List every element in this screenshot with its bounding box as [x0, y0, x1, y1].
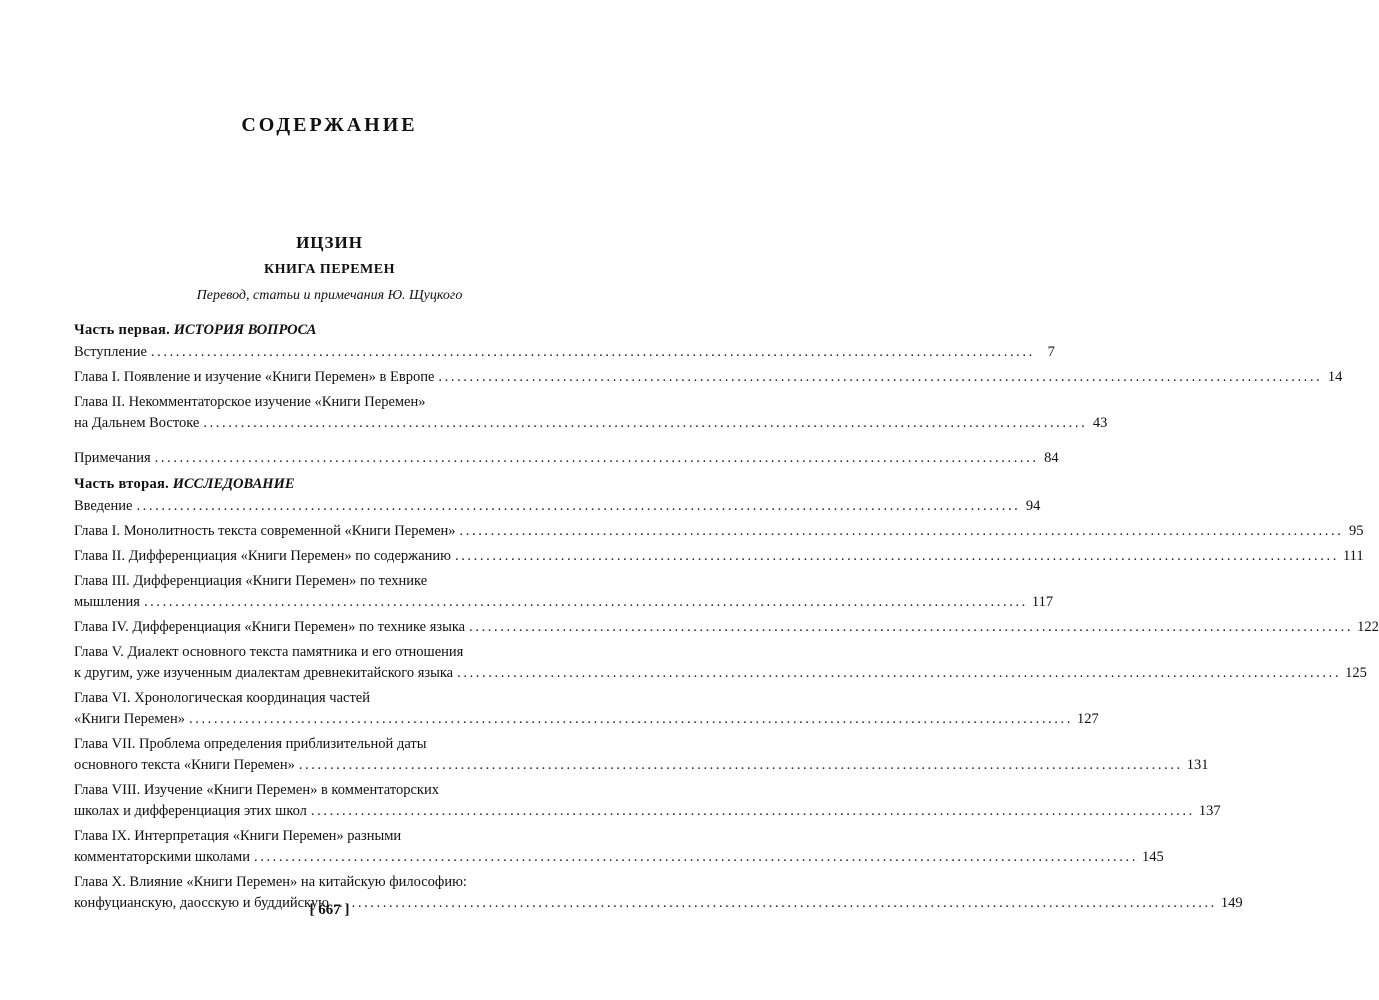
entry-page: 43: [1092, 415, 1108, 431]
toc-entry[interactable]: [74, 642, 1367, 684]
dot-leader: ..............................................................................................................................................: [203, 415, 1088, 431]
entry-page: 149: [1220, 895, 1243, 911]
dot-leader: ..............................................................................................................................................: [332, 895, 1217, 911]
entry-title: Глава II. Дифференциация «Книги Перемен» по содержанию: [74, 548, 451, 564]
dot-leader: ..............................................................................................................................................: [438, 369, 1323, 385]
toc-entry[interactable]: [74, 734, 1209, 776]
entry-page: 117: [1031, 594, 1054, 610]
part-heading: [74, 318, 558, 342]
dot-leader: ..............................................................................................................................................: [298, 757, 1183, 773]
page-title: СОДЕРЖАНИЕ: [241, 114, 418, 136]
dot-leader: ..............................................................................................................................................: [457, 665, 1342, 681]
entry-title: Введение: [74, 498, 133, 514]
dot-leader: ..............................................................................................................................................: [150, 344, 1035, 360]
entry-page: 95: [1348, 523, 1364, 539]
part-name: ИСТОРИЯ ВОПРОСА: [173, 322, 317, 338]
entry-page: 94: [1025, 498, 1041, 514]
entry-page: 14: [1327, 369, 1343, 385]
entry-page: 145: [1141, 849, 1164, 865]
entry-page: 84: [1044, 450, 1059, 466]
entry-title: на Дальнем Востоке: [74, 415, 200, 431]
entry-page: 7: [1047, 344, 1055, 360]
entry-title-line: Глава III. Дифференциация «Книги Перемен» по технике: [74, 573, 428, 589]
dot-leader: ..............................................................................................................................................: [454, 548, 1339, 564]
dot-leader: ..............................................................................................................................................: [459, 523, 1344, 539]
dot-leader: ..............................................................................................................................................: [469, 619, 1354, 635]
entry-title-line: Глава VI. Хронологическая координация частей: [74, 690, 371, 706]
part-label: Часть первая.: [74, 322, 171, 338]
entry-title: Глава IV. Дифференциация «Книги Перемен» по технике языка: [74, 619, 466, 635]
part-name: ИССЛЕДОВАНИЕ: [172, 476, 295, 492]
toc-entry[interactable]: [74, 780, 1221, 822]
entry-title: школах и дифференциация этих школ: [74, 803, 307, 819]
entry-title: комментаторскими школами: [74, 849, 250, 865]
entry-title-line: Глава VIII. Изучение «Книги Перемен» в комментаторских: [74, 782, 439, 798]
entry-page: 127: [1076, 711, 1099, 727]
toc-entry[interactable]: [74, 521, 1364, 542]
entry-title: Глава I. Монолитность текста современной «Книги Перемен»: [74, 523, 456, 539]
toc-part-two: [74, 472, 1379, 918]
entry-title: мышления: [74, 594, 140, 610]
dot-leader: ..............................................................................................................................................: [143, 594, 1028, 610]
toc-entry[interactable]: [74, 571, 1054, 613]
entry-title: конфуцианскую, даосскую и буддийскую: [74, 895, 329, 911]
part-label: Часть вторая.: [74, 476, 170, 492]
dot-leader: ..............................................................................................................................................: [154, 450, 1039, 466]
entry-page: 111: [1342, 548, 1364, 564]
toc-entry[interactable]: [74, 546, 1364, 567]
entry-page: 122: [1357, 619, 1379, 635]
toc-entry[interactable]: [74, 826, 1164, 868]
entry-title: «Книги Перемен»: [74, 711, 185, 727]
entry-title: Глава I. Появление и изучение «Книги Перемен» в Европе: [74, 369, 435, 385]
book-title: ИЦЗИН: [296, 233, 363, 252]
entry-title: основного текста «Книги Перемен»: [74, 757, 295, 773]
toc-entry[interactable]: [74, 342, 1055, 363]
toc-entry[interactable]: [74, 392, 1108, 434]
toc-part-one: [74, 318, 1343, 473]
entry-page: 125: [1345, 665, 1367, 681]
toc-entry[interactable]: [74, 448, 1059, 469]
entry-title: Примечания: [74, 450, 151, 466]
entry-title-line: Глава IX. Интерпретация «Книги Перемен» разными: [74, 828, 402, 844]
entry-title-line: Глава V. Диалект основного текста памятника и его отношения: [74, 644, 464, 660]
entry-title-line: Глава VII. Проблема определения приблизительной даты: [74, 736, 427, 752]
entry-title-line: Глава II. Некомментаторское изучение «Книги Перемен»: [74, 394, 426, 410]
entry-title-line: Глава X. Влияние «Книги Перемен» на китайскую философию:: [74, 874, 467, 890]
dot-leader: ..............................................................................................................................................: [136, 498, 1021, 514]
book-subtitle: КНИГА ПЕРЕМЕН: [264, 262, 395, 277]
page-number: [ 667 ]: [309, 902, 350, 918]
dot-leader: ..............................................................................................................................................: [189, 711, 1073, 727]
toc-entry[interactable]: [74, 617, 1379, 638]
part-heading: [74, 472, 558, 496]
entry-page: 131: [1186, 757, 1209, 773]
entry-title: к другим, уже изученным диалектам древнекитайского языка: [74, 665, 454, 681]
book-credit: Перевод, статьи и примечания Ю. Щуцкого: [196, 288, 463, 303]
entry-title: Вступление: [74, 344, 147, 360]
dot-leader: ..............................................................................................................................................: [310, 803, 1195, 819]
entry-page: 137: [1198, 803, 1221, 819]
toc-entry[interactable]: [74, 367, 1343, 388]
toc-entry[interactable]: [74, 496, 1041, 517]
toc-entry[interactable]: [74, 688, 1099, 730]
dot-leader: ..............................................................................................................................................: [254, 849, 1138, 865]
